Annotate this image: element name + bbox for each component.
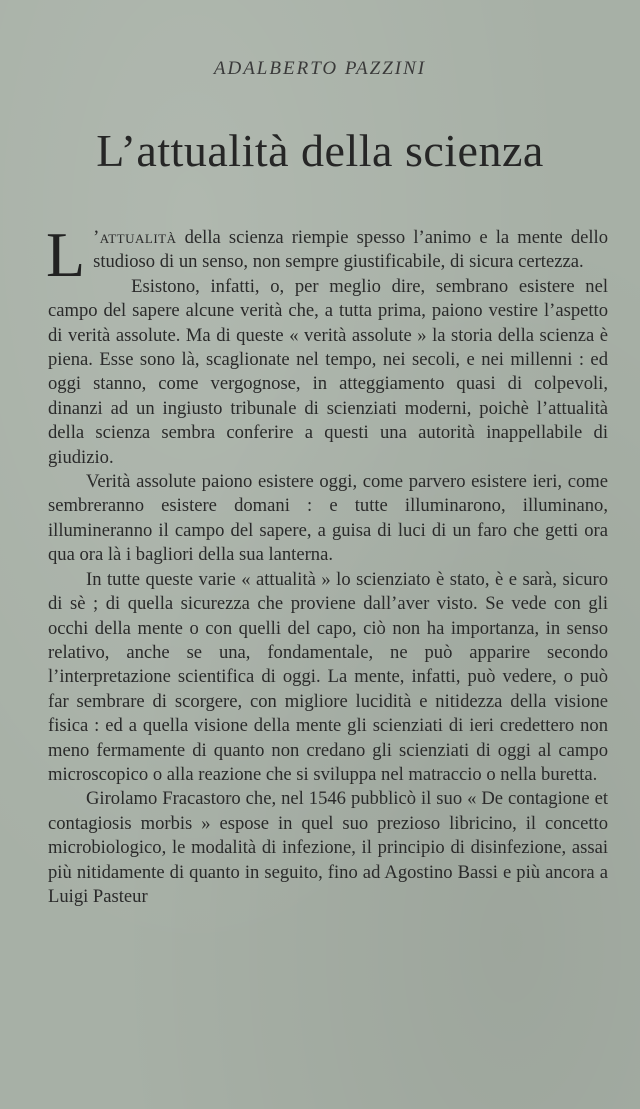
author-name: ADALBERTO PAZZINI [213, 58, 427, 79]
article-body [46, 219, 608, 909]
lead-smallcaps: ’attualità [93, 227, 177, 248]
paragraph-5: Girolamo Fracastoro che, nel 1546 pubblicò il suo « De contagione et contagiosis morbis » espose in quel suo prezioso libricino, il concetto microbiologico, le modalità di infezione, il principio di disinfezione, assai più nitidamente di quanto in seguito, fino ad Agostino Bassi e più ancora a Luigi Pasteur [48, 788, 608, 907]
paragraph-4: In tutte queste varie « attualità » lo scienziato è stato, è e sarà, sicuro di sè ; di quella sicurezza che proviene dall’aver visto. Se vede con gli occhi della mente o con quelli del capo, ciò non ha importanza, in senso relativo, anche se una, fondamentale, ne può apparire secondo l’interpretazione scientifica di oggi. La mente, infatti, può vedere, o può far sembrare di scorgere, con migliore lucidità e nitidezza della visione fisica : ed a quella visione della mente gli scienziati di ieri credettero non meno fermamente di quanto non credano gli scienziati di oggi al campo microscopico o alla reazione che si sviluppa nel matraccio o nella buretta. [48, 568, 608, 785]
paragraph-2: Esistono, infatti, o, per meglio dire, sembrano esistere nel campo del sapere alcune verità che, a tutta prima, paiono vestire l’aspetto di verità assolute. Ma di queste « verità assolute » la storia della scienza è piena. Esse sono là, scaglionate nel tempo, nei secoli, e nei millenni : ed oggi stanno, come vergognose, in atteggiamento quasi di colpevoli, dinanzi ad un ingiusto tribunale di scienziati moderni, poichè l’attualità della scienza sembra conferire a questi una autorità inappellabile di giudizio. [48, 275, 608, 468]
article-title: L’attualità della scienza [96, 125, 544, 176]
paragraph-1 [46, 219, 608, 290]
drop-cap: L [46, 219, 86, 290]
paragraph-3: Verità assolute paiono esistere oggi, come parvero esistere ieri, come sembreranno esistere domani : e tutte illuminarono, illuminano, illumineranno il campo del sapere, a guisa di luci di un faro che getti ora qua ora là i bagliori della sua lanterna. [48, 471, 608, 566]
paragraph-1-text: della scienza riempie spesso l’animo e la mente dello studioso di un senso, non sempre giustificabile, di sicura certezza. [93, 227, 608, 273]
